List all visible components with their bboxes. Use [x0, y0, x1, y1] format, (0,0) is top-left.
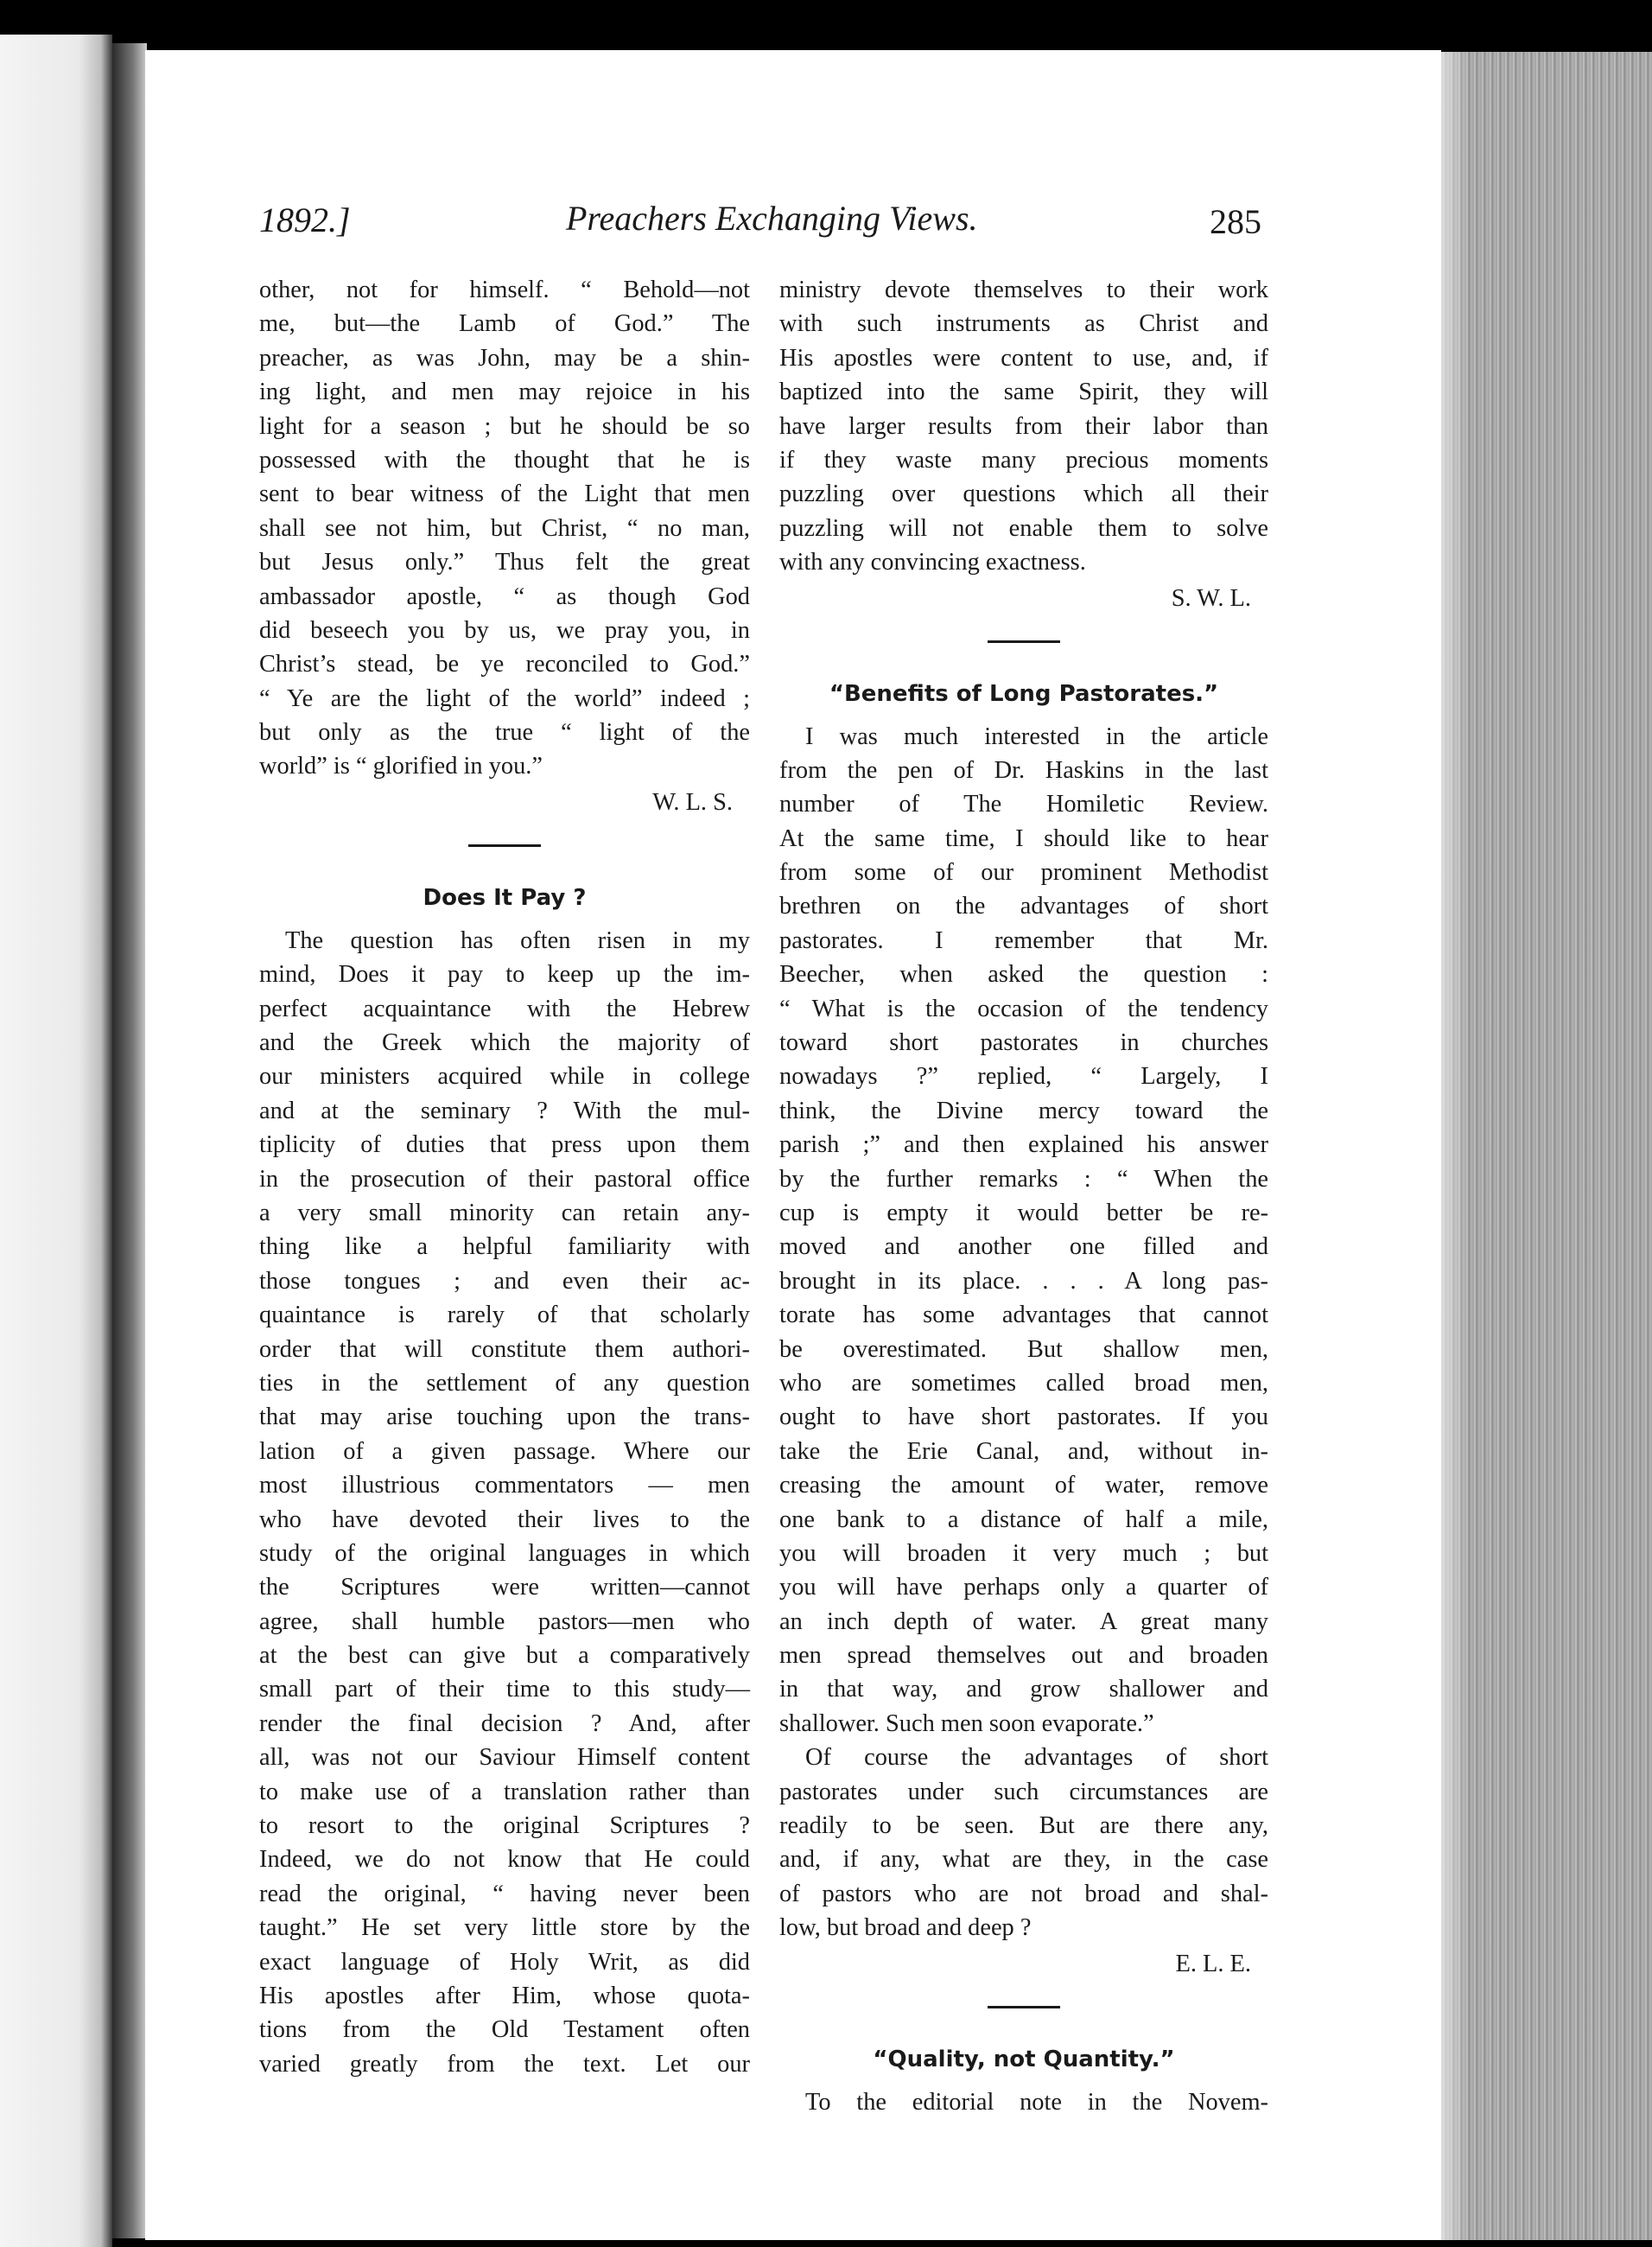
text-line: quaintance is rarely of that scholarly: [259, 1302, 750, 1329]
text-line: ought to have short pastorates. If you: [779, 1404, 1268, 1431]
text-line: lation of a given passage. Where our: [259, 1437, 750, 1465]
text-line: if they waste many precious moments: [779, 446, 1268, 474]
text-line: me, but—the Lamb of God.” The: [259, 310, 750, 338]
text-line: in that way, and grow shallower and: [779, 1676, 1268, 1703]
right-column: [779, 273, 1268, 2119]
text-line: “ Ye are the light of the world” indeed ;: [259, 684, 750, 712]
text-line: did beseech you by us, we pray you, in: [259, 616, 750, 644]
text-line: Indeed, we do not know that He could: [259, 1846, 750, 1874]
text-line: be overestimated. But shallow men,: [779, 1335, 1268, 1363]
text-line: Of course the advantages of short: [805, 1744, 1268, 1772]
text-line: men spread themselves out and broaden: [779, 1642, 1268, 1670]
text-line: to resort to the original Scriptures ?: [259, 1812, 750, 1840]
text-line: of pastors who are not broad and shal-: [779, 1880, 1268, 1907]
text-line: world” is “ glorified in you.”: [259, 753, 543, 780]
text-line: number of The Homiletic Review.: [779, 791, 1268, 818]
running-head: [259, 194, 1261, 246]
text-line: Christ’s stead, be ye reconciled to God.”: [259, 651, 750, 678]
text-line: with such instruments as Christ and: [779, 310, 1268, 338]
text-line: I was much interested in the article: [805, 722, 1268, 750]
text-line: ing light, and men may rejoice in his: [259, 379, 750, 406]
text-line: have larger results from their labor than: [779, 412, 1268, 440]
text-line: ambassador apostle, “ as though God: [259, 582, 750, 610]
text-line: Beecher, when asked the question :: [779, 961, 1268, 989]
text-line: His apostles were content to use, and, if: [779, 344, 1268, 372]
text-line: tiplicity of duties that press upon them: [259, 1131, 750, 1159]
text-line: At the same time, I should like to hear: [779, 824, 1268, 852]
text-line: To the editorial note in the Novem-: [805, 2088, 1268, 2116]
text-line: exact language of Holy Writ, as did: [259, 1948, 750, 1976]
text-line: take the Erie Canal, and, without in-: [779, 1437, 1268, 1465]
text-line: taught.” He set very little store by the: [259, 1914, 750, 1942]
text-line: ties in the settlement of any question: [259, 1369, 750, 1397]
text-line: mind, Does it pay to keep up the im-: [259, 961, 750, 989]
text-line: you will broaden it very much ; but: [779, 1539, 1268, 1567]
right-intro-text: [779, 273, 1268, 580]
text-line: and the Greek which the majority of: [259, 1029, 750, 1057]
section-divider: [259, 822, 750, 872]
text-line: a very small minority can retain any-: [259, 1199, 750, 1226]
text-line: those tongues ; and even their ac-: [259, 1267, 750, 1295]
text-line: the Scriptures were written—cannot: [259, 1574, 750, 1601]
text-line: an inch depth of water. A great many: [779, 1607, 1268, 1635]
left-intro-text: [259, 273, 750, 784]
text-line: render the final decision ? And, after: [259, 1709, 750, 1737]
text-line: puzzling will not enable them to solve: [779, 514, 1268, 542]
section-heading-does-it-pay: Does It Pay ?: [423, 884, 587, 911]
text-line: you will have perhaps only a quarter of: [779, 1574, 1268, 1601]
text-line: parish ;” and then explained his answer: [779, 1131, 1268, 1159]
text-line: cup is empty it would better be re-: [779, 1199, 1268, 1226]
text-line: tions from the Old Testament often: [259, 2016, 750, 2044]
text-line: His apostles after Him, whose quota-: [259, 1982, 750, 2009]
facing-page-edge: [0, 35, 112, 2247]
text-line: torate has some advantages that cannot: [779, 1302, 1268, 1329]
text-line: to make use of a translation rather than: [259, 1778, 750, 1805]
text-line: one bank to a distance of half a mile,: [779, 1505, 1268, 1533]
text-line: and, if any, what are they, in the case: [779, 1846, 1268, 1874]
text-line: read the original, “ having never been: [259, 1880, 750, 1907]
text-line: who have devoted their lives to the: [259, 1505, 750, 1533]
text-line: all, was not our Saviour Himself content: [259, 1744, 750, 1772]
text-line: light for a season ; but he should be so: [259, 412, 750, 440]
text-line: most illustrious commentators — men: [259, 1472, 750, 1499]
text-line: small part of their time to this study—: [259, 1676, 750, 1703]
text-line: moved and another one filled and: [779, 1233, 1268, 1261]
text-line: preacher, as was John, may be a shin-: [259, 344, 750, 372]
text-line: “ What is the occasion of the tendency: [779, 995, 1268, 1022]
book-gutter: [112, 43, 147, 2238]
text-line: thing like a helpful familiarity with: [259, 1233, 750, 1261]
text-line: by the further remarks : “ When the: [779, 1165, 1268, 1193]
text-line: sent to bear witness of the Light that men: [259, 481, 750, 508]
text-line: readily to be seen. But are there any,: [779, 1812, 1268, 1840]
text-line: creasing the amount of water, remove: [779, 1472, 1268, 1499]
text-line: with any convincing exactness.: [779, 549, 1086, 576]
text-line: shall see not him, but Christ, “ no man,: [259, 514, 750, 542]
section-divider: [779, 1983, 1268, 2034]
text-line: possessed with the thought that he is: [259, 446, 750, 474]
text-line: brethren on the advantages of short: [779, 893, 1268, 920]
signature-swl: S. W. L.: [1171, 584, 1251, 612]
text-line: think, the Divine mercy toward the: [779, 1097, 1268, 1124]
text-line: in the prosecution of their pastoral office: [259, 1165, 750, 1193]
text-line: from the pen of Dr. Haskins in the last: [779, 756, 1268, 784]
text-line: pastorates under such circumstances are: [779, 1778, 1268, 1805]
text-line: brought in its place. . . . A long pas-: [779, 1267, 1268, 1295]
text-line: toward short pastorates in churches: [779, 1029, 1268, 1057]
text-line: low, but broad and deep ?: [779, 1914, 1032, 1942]
text-line: shallower. Such men soon evaporate.”: [779, 1709, 1154, 1737]
quality-text: [779, 2085, 1268, 2119]
page-number: 285: [1210, 202, 1261, 241]
text-line: order that will constitute them authori-: [259, 1335, 750, 1363]
text-line: our ministers acquired while in college: [259, 1063, 750, 1091]
text-line: perfect acquaintance with the Hebrew: [259, 995, 750, 1022]
section-heading-benefits-of-long-pastorates: “Benefits of Long Pastorates.”: [829, 680, 1219, 707]
text-line: at the best can give but a comparatively: [259, 1642, 750, 1670]
signature-wls: W. L. S.: [652, 788, 733, 816]
text-line: baptized into the same Spirit, they will: [779, 379, 1268, 406]
running-head-year: 1892.]: [259, 201, 351, 239]
text-line: from some of our prominent Methodist: [779, 859, 1268, 887]
text-line: study of the original languages in which: [259, 1539, 750, 1567]
text-line: but Jesus only.” Thus felt the great: [259, 549, 750, 576]
running-head-title: Preachers Exchanging Views.: [566, 199, 978, 238]
text-line: and at the seminary ? With the mul-: [259, 1097, 750, 1124]
page-edges: [1434, 52, 1652, 2240]
signature-ele: E. L. E.: [1175, 1950, 1251, 1977]
text-line: that may arise touching upon the trans-: [259, 1404, 750, 1431]
text-line: other, not for himself. “ Behold—not: [259, 277, 750, 303]
text-line: agree, shall humble pastors—men who: [259, 1607, 750, 1635]
text-line: The question has often risen in my: [285, 926, 750, 954]
text-line: varied greatly from the text. Let our: [259, 2050, 750, 2078]
text-line: who are sometimes called broad men,: [779, 1369, 1268, 1397]
left-column: [259, 273, 750, 2081]
section-heading-quality-not-quantity: “Quality, not Quantity.”: [873, 2046, 1175, 2072]
text-line: nowadays ?” replied, “ Largely, I: [779, 1063, 1268, 1091]
text-line: puzzling over questions which all their: [779, 481, 1268, 508]
text-line: but only as the true “ light of the: [259, 719, 750, 747]
section-divider: [779, 618, 1268, 668]
does-it-pay-text: [259, 924, 750, 2081]
benefits-text: [779, 720, 1268, 1945]
text-line: pastorates. I remember that Mr.: [779, 926, 1268, 954]
text-line: ministry devote themselves to their work: [779, 277, 1268, 303]
